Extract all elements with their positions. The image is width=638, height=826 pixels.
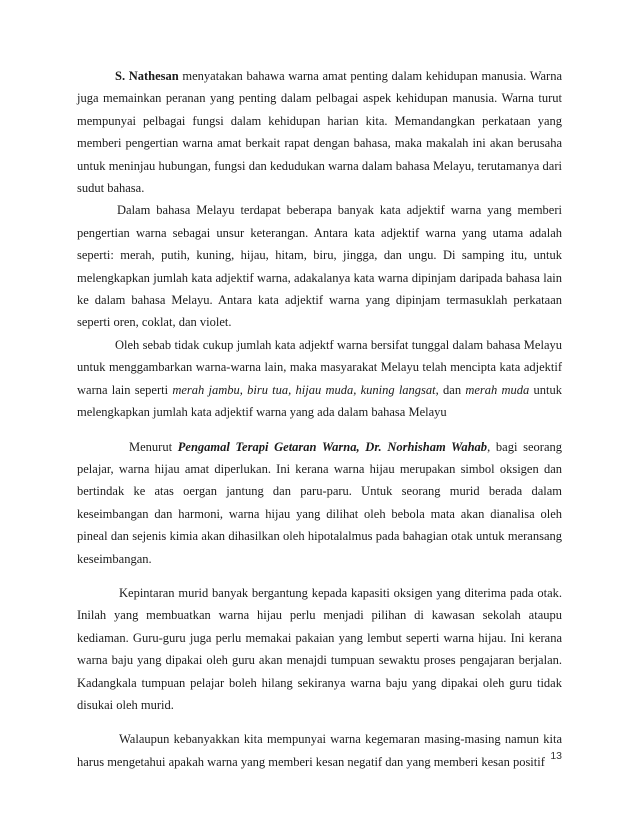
paragraph-3-text-before: Oleh sebab tidak cukup jumlah kata adjektf warna bersifat tunggal dalam bahasa Melayu untuk menggambarkan warna-warna lain, maka masyarakat Melayu telah mencipta kata adjektif warna lain seperti [77, 337, 562, 397]
paragraph-6 [77, 728, 562, 773]
paragraph-6-text: Walaupun kebanyakkan kita mempunyai warna kegemaran masing-masing namun kita harus mengetahui apakah warna yang memberi kesan negatif dan yang memberi kesan positif [77, 732, 562, 769]
page-number: 13 [550, 750, 562, 762]
italic-color-last: merah muda [465, 382, 530, 397]
paragraph-5 [77, 582, 562, 716]
italic-color-list: merah jambu, biru tua, hijau muda, kuning langsat [172, 382, 436, 397]
paragraph-4-text-before: Menurut [129, 439, 178, 454]
document-body [77, 65, 562, 773]
paragraph-5-text: Kepintaran murid banyak bergantung kepada kapasiti oksigen yang diterima pada otak. Inilah yang membuatkan warna hijau perlu menjadi pilihan di kawasan sekolah ataupu kediaman. Guru-guru juga perlu memakai pakaian yang lembut seperti warna hijau. Ini kerana warna baju yang dipakai oleh guru akan menajdi tumpuan sewaktu proses pengajaran berjalan. Kadangkala tumpuan pelajar boleh hilang sekiranya warna baju yang dipakai oleh guru tidak disukai oleh murid. [77, 585, 562, 712]
paragraph-2-text: Dalam bahasa Melayu terdapat beberapa banyak kata adjektif warna yang memberi pengertian warna sebagai unsur keterangan. Antara kata adjektif warna yang utama adalah seperti: merah, putih, kuning, hijau, hitam, biru, jingga, dan ungu. Di samping itu, untuk melengkapkan jumlah kata adjektif warna, adakalanya kata warna dipinjam daripada bahasa lain ke dalam bahasa Melayu. Antara kata adjektif warna yang dipinjam termasuklah perkataan seperti oren, coklat, dan violet. [77, 203, 562, 330]
paragraph-1-text: menyatakan bahawa warna amat penting dalam kehidupan manusia. Warna juga memainkan peranan yang penting dalam pelbagai aspek kehidupan manusia. Warna turut mempunyai pelbagai fungsi dalam kehidupan harian kita. Memandangkan perkataan yang memberi pengertian warna amat berkait rapat dengan bahasa, maka makalah ini akan berusaha untuk meninjau hubungan, fungsi dan kedudukan warna dalam bahasa Melayu, terutamanya dari sudut bahasa. [77, 69, 562, 196]
paragraph-4 [77, 436, 562, 570]
paragraph-2 [77, 199, 562, 333]
paragraph-3-text-middle: , dan [435, 382, 466, 397]
author-name: S. Nathesan [115, 69, 179, 83]
paragraph-3-text-after: untuk melengkapkan jumlah kata adjektif warna yang ada dalam bahasa Melayu [77, 382, 562, 420]
paragraph-3 [77, 334, 562, 424]
paragraph-4-text-after: , bagi seorang pelajar, warna hijau amat diperlukan. Ini kerana warna hijau merupakan simbol oksigen dan bertindak ke atas oergan jantung dan paru-paru. Untuk seorang murid berada dalam keseimbangan dan harmoni, warna hijau yang dilihat oleh bebola mata akan dianalisa oleh pineal dan sejenis kimia akan dihasilkan oleh hipotalalmus pada bahagian otak untuk meransang keseimbangan. [77, 439, 562, 566]
source-name: Pengamal Terapi Getaran Warna, Dr. Norhisham Wahab [177, 439, 488, 454]
paragraph-1 [77, 65, 562, 199]
